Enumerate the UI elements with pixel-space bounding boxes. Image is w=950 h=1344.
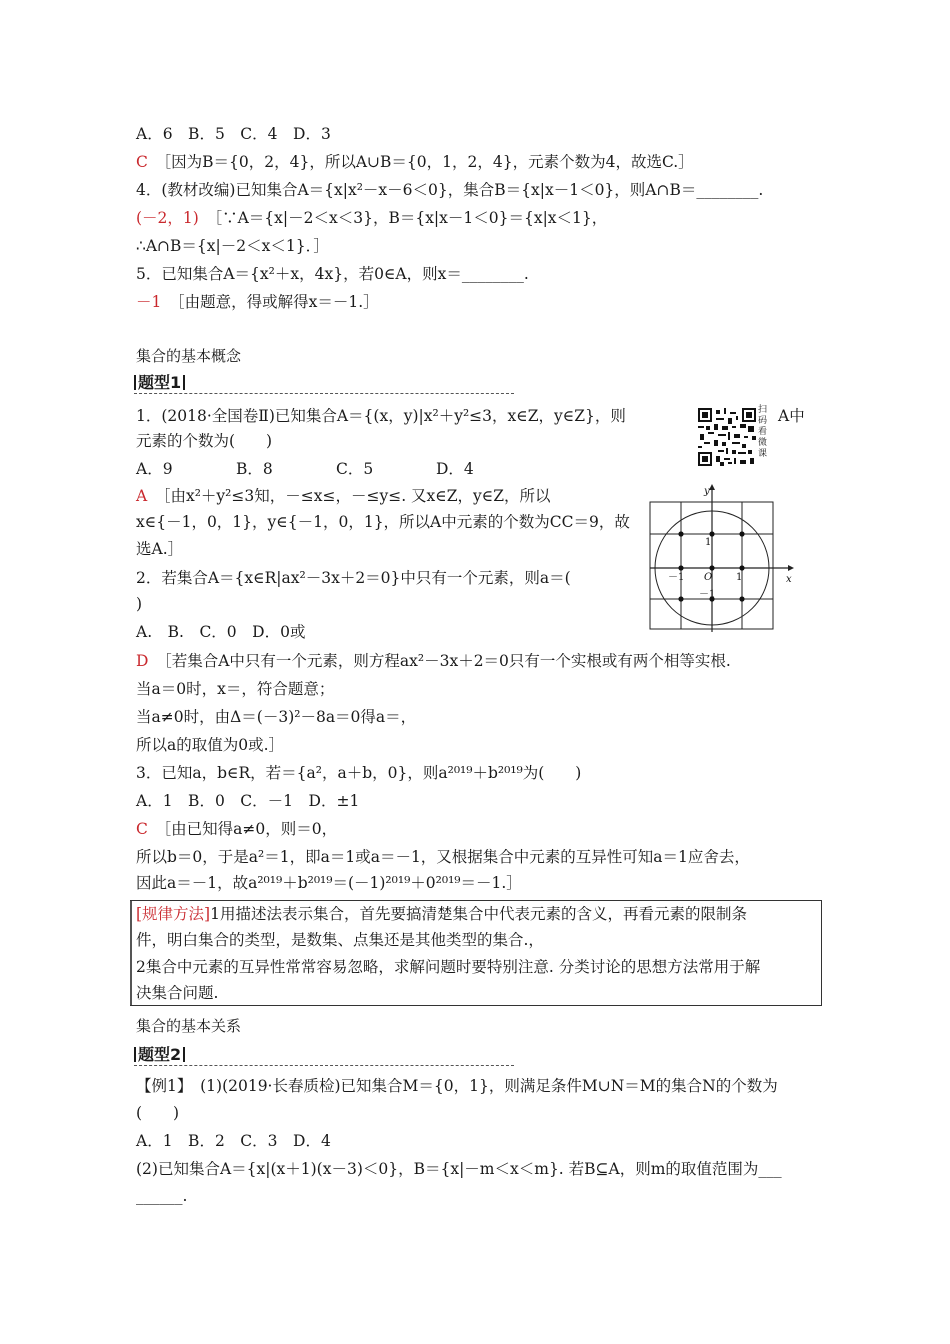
answer-letter: D: [136, 652, 149, 670]
answer-explanation: ［若集合A中只有一个元素，则方程ax²－3x＋2＝0只有一个实根或有两个相等实根.: [163, 652, 731, 670]
answer-explanation: ［由x²＋y²≤3知，－≤x≤，－≤y≤. 又x∈Z，y∈Z，所以: [162, 487, 551, 505]
answer-2-cont: 所以a的取值为0或.］: [136, 736, 285, 754]
section-tag: 题型2: [132, 1045, 187, 1065]
answer-1-cont: 选A.］: [136, 540, 184, 558]
example-1-cont: ( ): [136, 1104, 180, 1122]
y-axis-label: y: [704, 486, 710, 497]
method-line: 2集合中元素的互异性常常容易忽略，求解问题时要特别注意. 分类讨论的思想方法常用于解: [136, 958, 761, 976]
answer-line: [136, 152, 694, 172]
tick-label: －1: [699, 589, 716, 600]
answer-value: (－2，1): [136, 209, 199, 227]
answer-value: －1: [136, 293, 162, 311]
question-2: 2．若集合A＝{x∈R|ax²－3x＋2＝0}中只有一个元素，则a＝(: [136, 569, 571, 587]
answer-5: [136, 292, 379, 312]
question-3-options: A．1 B．0 C．－1 D．±1: [136, 792, 360, 810]
option: C．5: [336, 460, 374, 478]
origin-label: O: [704, 572, 713, 583]
answer-1-cont: x∈{－1，0，1}，y∈{－1，0，1}，所以A中元素的个数为CC＝9，故: [136, 513, 630, 531]
method-line: 决集合问题.: [136, 984, 219, 1002]
example-1-options: A．1 B．2 C．3 D．4: [136, 1132, 331, 1150]
answer-3: [136, 819, 337, 839]
tick-label: 1: [736, 572, 743, 583]
answer-2-cont: 当a≠0时，由Δ＝(－3)²－8a＝0得a＝，: [136, 708, 417, 726]
question-5: 5．已知集合A＝{x²＋x，4x}，若0∈A，则x＝________.: [136, 265, 529, 283]
tick-label: 1: [705, 537, 712, 548]
divider: [134, 1065, 514, 1066]
example-1: 【例1】 (1)(2019·长春质检)已知集合M＝{0，1}，则满足条件M∪N＝M的集合N的个数为: [136, 1077, 778, 1095]
question-2-options: A. B. C．0 D．0或: [136, 623, 306, 641]
example-1-part2: (2)已知集合A＝{x|(x＋1)(x－3)＜0}，B＝{x|－m＜x＜m}. 若B⊆A，则m的取值范围为___: [136, 1160, 782, 1178]
qr-code-icon[interactable]: [698, 408, 756, 466]
method-label: [规律方法]: [136, 905, 211, 923]
question-1: 1．(2018·全国卷Ⅱ)已知集合A＝{(x，y)|x²＋y²≤3，x∈Z，y∈Z}，则: [136, 407, 626, 425]
section-title: 集合的基本关系: [136, 1017, 242, 1035]
answer-letter: C: [136, 153, 148, 171]
question-1-cont: 元素的个数为( ): [136, 432, 273, 450]
answer-2: [136, 651, 731, 671]
options-line: A．6 B．5 C．4 D．3: [136, 125, 331, 143]
answer-explanation: ［由题意，得或解得x＝－1.］: [176, 293, 379, 311]
answer-explanation: ［因为B＝{0，2，4}，所以A∪B＝{0，1，2，4}，元素个数为4，故选C.］: [163, 153, 694, 171]
question-2-cont: ): [136, 595, 143, 613]
qr-caption: 扫码看微课: [758, 405, 768, 459]
divider: [134, 393, 514, 394]
answer-letter: A: [136, 487, 148, 505]
tick-label: －1: [668, 572, 685, 583]
answer-3-cont: 因此a＝－1，故a²⁰¹⁹＋b²⁰¹⁹＝(－1)²⁰¹⁹＋0²⁰¹⁹＝－1.］: [136, 874, 522, 892]
question-4: 4．(教材改编)已知集合A＝{x|x²－x－6＜0}，集合B＝{x|x－1＜0}，则A∩B＝________.: [136, 181, 764, 199]
option: A．9: [136, 460, 173, 478]
method-line: [规律方法]1用描述法表示集合，首先要搞清楚集合中代表元素的含义，再看元素的限制条: [136, 905, 747, 923]
answer-letter: C: [136, 820, 148, 838]
answer-explanation: ［∵A＝{x|－2＜x＜3}，B＝{x|x－1＜0}＝{x|x＜1}，: [214, 209, 608, 227]
answer-1: [136, 486, 551, 506]
question-1-options: [136, 459, 474, 479]
example-1-part2-cont: ______.: [136, 1187, 188, 1205]
method-line: 件，明白集合的类型，是数集、点集还是其他类型的集合.，: [136, 931, 544, 949]
option: D．4: [436, 460, 474, 478]
answer-explanation: ［由已知得a≠0，则＝0，: [163, 820, 338, 838]
answer-4-cont: ∴A∩B＝{x|－2＜x＜1}．］: [136, 237, 329, 255]
answer-4: [136, 208, 607, 228]
option: B．8: [236, 460, 273, 478]
question-1-tail: A中: [778, 407, 805, 425]
answer-2-cont: 当a＝0时，x＝，符合题意；: [136, 680, 335, 698]
answer-3-cont: 所以b＝0，于是a²＝1，即a＝1或a＝－1，又根据集合中元素的互异性可知a＝1应舍去，: [136, 848, 750, 866]
lattice-circle-figure: [648, 482, 800, 632]
section-tag: 题型1: [132, 373, 187, 393]
question-3: 3．已知a，b∈R，若＝{a²，a＋b，0}，则a²⁰¹⁹＋b²⁰¹⁹为( ): [136, 764, 582, 782]
x-axis-label: x: [786, 574, 792, 585]
section-title: 集合的基本概念: [136, 347, 242, 365]
